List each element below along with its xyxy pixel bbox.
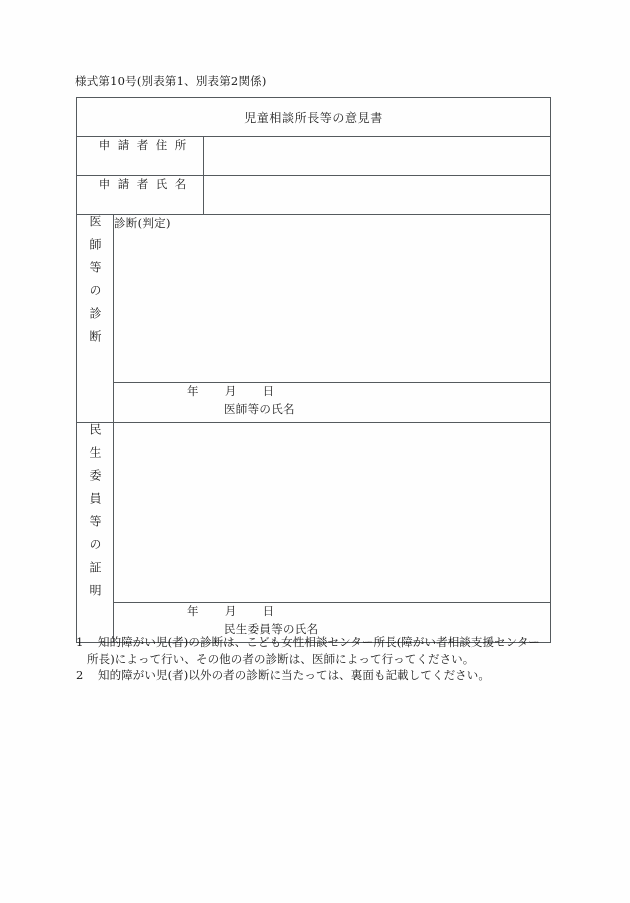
form-title: 児童相談所長等の意見書 <box>77 98 551 137</box>
note-number: 2 <box>76 668 84 682</box>
table-row-doctor-diagnosis <box>77 215 551 383</box>
note-line-1: 知的障がい児(者)の診断は、こども女性相談センター所長(障がい者相談支援センター <box>98 635 541 649</box>
note-line-2: 所長)によって行い、その他の者の診断は、医師によって行ってください。 <box>87 651 475 666</box>
applicant-name-field[interactable] <box>204 176 551 215</box>
note-item <box>76 634 562 667</box>
applicant-name-label-cell <box>77 176 204 215</box>
doctor-date-month: 月 <box>224 384 237 398</box>
note-text <box>87 634 562 667</box>
note-number: 1 <box>76 635 84 649</box>
form-number: 様式第10号(別表第1、別表第2関係) <box>75 74 267 88</box>
welfare-section-vertical-label: 民生委員等の証明 <box>88 423 102 607</box>
welfare-signature-label: 民生委員等の氏名 <box>224 622 319 636</box>
table-row-title <box>77 98 551 137</box>
applicant-address-label-cell <box>77 137 204 176</box>
table-row-doctor-signature <box>77 383 551 423</box>
welfare-date-year: 年 <box>187 604 199 618</box>
form-notes <box>76 634 562 684</box>
welfare-date-day: 日 <box>262 604 275 618</box>
applicant-address-label: 申請者住所 <box>98 138 194 152</box>
welfare-date-month: 月 <box>224 604 237 618</box>
applicant-address-field[interactable] <box>204 137 551 176</box>
note-text: 知的障がい児(者)以外の者の診断に当たっては、裏面も記載してください。 <box>98 668 490 682</box>
table-row-welfare-certification <box>77 423 551 603</box>
table-row-applicant-address <box>77 137 551 176</box>
doctor-diagnosis-label: 診断(判定) <box>114 216 171 230</box>
doctor-signature-cell[interactable] <box>114 383 551 423</box>
welfare-certification-field[interactable] <box>114 423 551 603</box>
doctor-signature-label: 医師等の氏名 <box>224 402 295 416</box>
welfare-date-line <box>114 603 550 619</box>
note-item <box>76 667 562 684</box>
doctor-section-label-cell <box>77 215 114 423</box>
opinion-form-table <box>76 97 551 643</box>
welfare-section-label-cell <box>77 423 114 643</box>
doctor-section-vertical-label: 医師等の診断 <box>88 215 102 353</box>
doctor-date-day: 日 <box>262 384 275 398</box>
doctor-date-line <box>114 383 550 399</box>
doctor-diagnosis-field[interactable] <box>114 215 551 383</box>
doctor-date-year: 年 <box>187 384 199 398</box>
table-row-applicant-name <box>77 176 551 215</box>
applicant-name-label: 申請者氏名 <box>98 177 194 191</box>
